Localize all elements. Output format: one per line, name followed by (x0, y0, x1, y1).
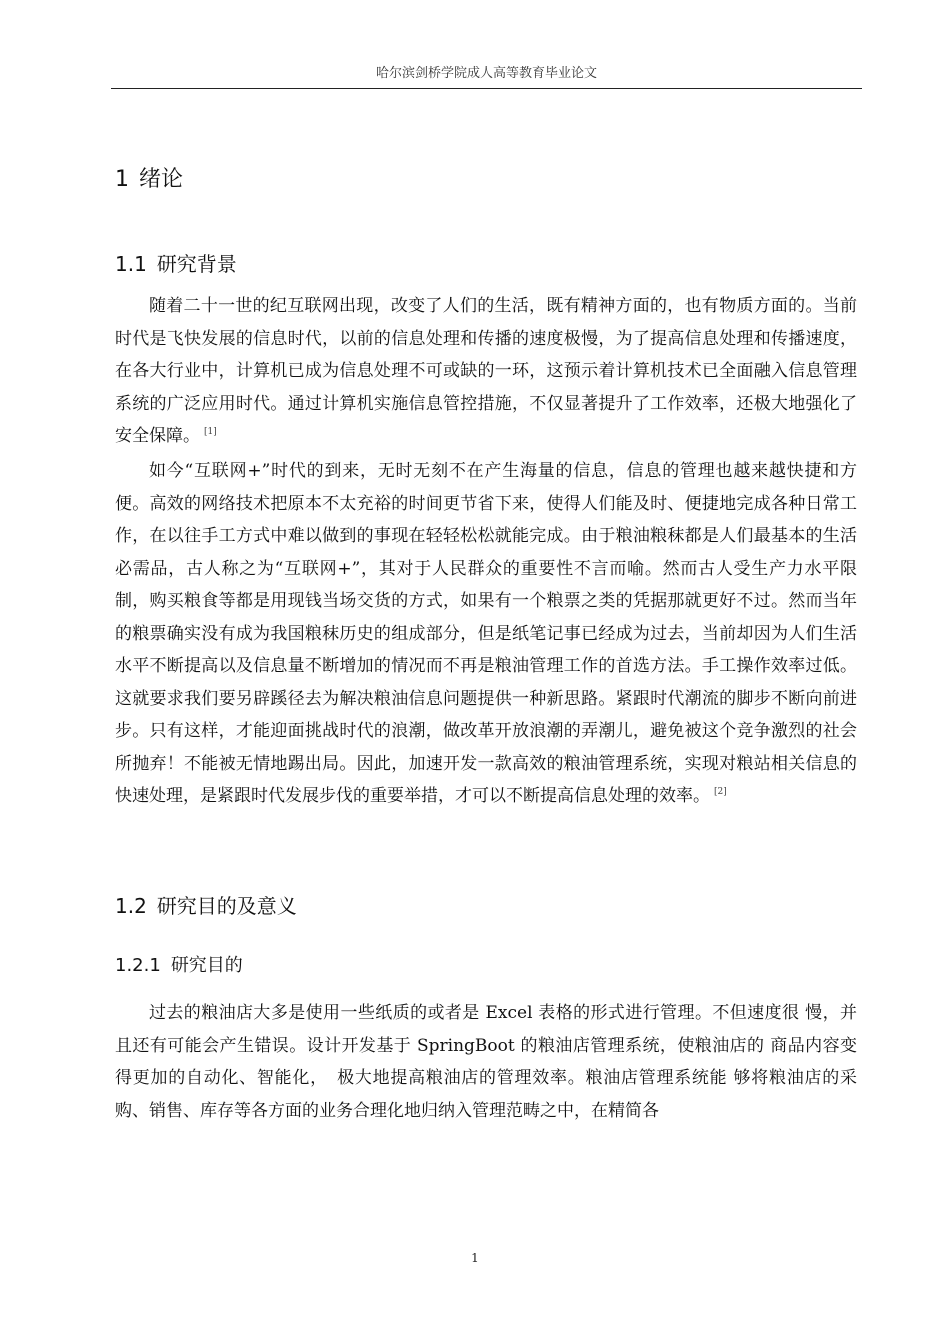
paragraph-text: 随着二十一世的纪互联网出现，改变了人们的生活，既有精神方面的，也有物质方面的。当前时代是飞快发展的信息时代，以前的信息处理和传播的速度极慢，为了提高信息处理和传播速度，在各大行业中，计算机已成为信息处理不可或缺的一环，这预示着计算机技术已全面融入信息管理系统的广泛应用时代。通过计算机实施信息管控措施，不仅显著提升了工作效率，还极大地强化了安全保障。 (115, 296, 857, 446)
subsection-heading-1-2-1 (115, 952, 243, 980)
chapter-heading (115, 164, 183, 196)
section-title: 研究背景 (156, 252, 237, 276)
page-header (111, 64, 862, 89)
section-heading-1-2 (115, 891, 297, 921)
subsection-title: 研究目的 (170, 955, 243, 976)
section-heading-1-1 (115, 249, 237, 279)
paragraph-purpose-1 (115, 997, 857, 1127)
subsection-number: 1.2.1 (115, 955, 161, 976)
paragraph-background-1 (115, 290, 857, 453)
paragraph-background-2 (115, 455, 857, 813)
chapter-title: 绪论 (139, 167, 184, 192)
header-title: 哈尔滨剑桥学院成人高等教育毕业论文 (375, 66, 597, 81)
chapter-number: 1 (115, 167, 129, 192)
paragraph-text: 过去的粮油店大多是使用一些纸质的或者是 Excel 表格的形式进行管理。不但速度很 慢，并且还有可能会产生错误。设计开发基于 SpringBoot 的粮油店管理系统，使粮油店的 商品内容变得更加的自动化、智能化， 极大地提高粮油店的管理效率。粮油店管理系统能 够将粮油店的采购、销售、库存等各方面的业务合理化地归纳入管理范畴之中，在精简各 (115, 1003, 857, 1121)
citation-1: [1] (204, 427, 217, 438)
page-number: 1 (471, 1251, 479, 1265)
section-title: 研究目的及意义 (156, 894, 297, 918)
citation-2: [2] (714, 787, 727, 798)
section-number: 1.2 (115, 894, 147, 918)
section-number: 1.1 (115, 252, 147, 276)
paragraph-text: 如今“互联网+”时代的到来，无时无刻不在产生海量的信息，信息的管理也越来越快捷和方便。高效的网络技术把原本不太充裕的时间更节省下来，使得人们能及时、便捷地完成各种日常工作，在以往手工方式中难以做到的事现在轻轻松松就能完成。由于粮油粮秣都是人们最基本的生活必需品，古人称之为“互联网+”，其对于人民群众的重要性不言而喻。然而古人受生产力水平限制，购买粮食等都是用现钱当场交货的方式，如果有一个粮票之类的凭据那就更好不过。然而当年的粮票确实没有成为我国粮秣历史的组成部分，但是纸笔记事已经成为过去，当前却因为人们生活水平不断提高以及信息量不断增加的情况而不再是粮油管理工作的首选方法。手工操作效率过低。这就要求我们要另辟蹊径去为解决粮油信息问题提供一种新思路。紧跟时代潮流的脚步不断向前进步。只有这样，才能迎面挑战时代的浪潮，做改革开放浪潮的弄潮儿，避免被这个竞争激烈的社会所抛弃！不能被无情地踢出局。因此，加速开发一款高效的粮油管理系统，实现对粮站相关信息的快速处理，是紧跟时代发展步伐的重要举措，才可以不断提高信息处理的效率。 (115, 461, 857, 806)
